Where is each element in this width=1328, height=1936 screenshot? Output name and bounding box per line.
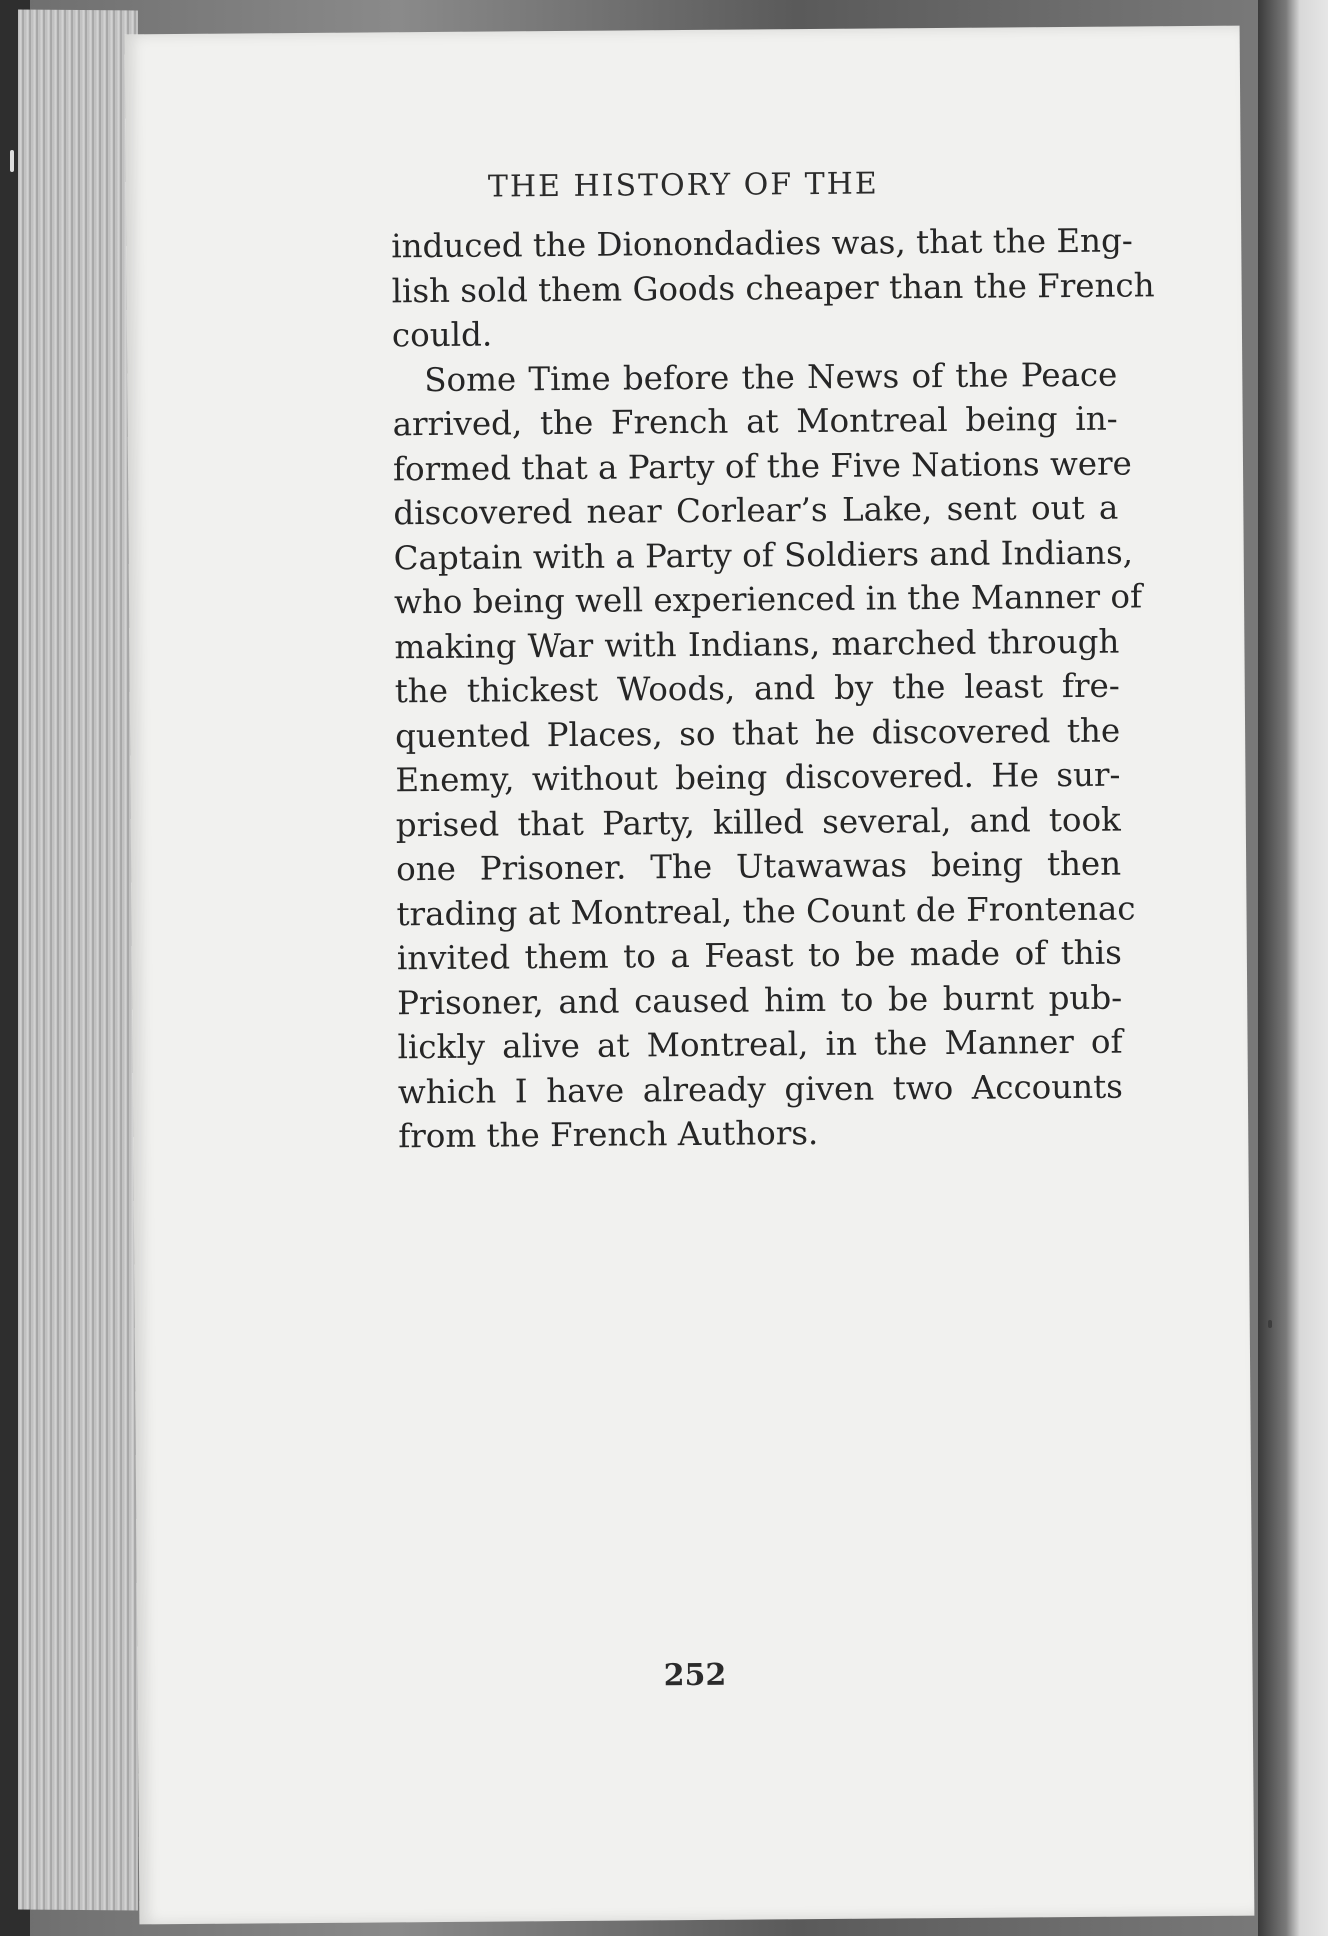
scan-speck bbox=[1268, 1320, 1272, 1328]
text-line: from the French Authors. bbox=[398, 1113, 819, 1156]
text-line: quented Places, so that he discovered the bbox=[394, 711, 1121, 755]
text-line: induced the Dionondadies was, that the Eng- bbox=[391, 221, 1133, 266]
page-body bbox=[391, 219, 1155, 1159]
facing-page-strip bbox=[1258, 0, 1328, 1936]
text-line: could. bbox=[391, 315, 493, 355]
text-line: the thickest Woods, and by the least fre- bbox=[394, 666, 1120, 711]
text-line: one Prisoner. The Utawawas being then bbox=[396, 844, 1122, 889]
text-line: trading at Montreal, the Count de Frontenac bbox=[396, 888, 1136, 933]
running-head: THE HISTORY OF THE bbox=[487, 166, 879, 205]
text-line: which I have already given two Accounts bbox=[397, 1067, 1124, 1111]
text-line: Some Time before the News of the Peace bbox=[424, 355, 1118, 399]
paragraph-1 bbox=[391, 219, 1155, 358]
text-line: Captain with a Party of Soldiers and Indians, bbox=[393, 533, 1134, 577]
text-line: Enemy, without being discovered. He sur- bbox=[395, 755, 1121, 800]
text-line: invited them to a Feast to be made of this bbox=[396, 933, 1122, 978]
text-line: who being well experienced in the Manner of bbox=[393, 577, 1143, 622]
book-page bbox=[125, 26, 1255, 1925]
paragraph-2 bbox=[392, 352, 1143, 1159]
text-line: making War with Indians, marched through bbox=[394, 622, 1120, 666]
text-line: formed that a Party of the Five Nations were bbox=[392, 444, 1132, 488]
page-number: 252 bbox=[663, 1657, 727, 1694]
book-page-edges bbox=[18, 9, 138, 1910]
text-line: discovered near Corlear’s Lake, sent out a bbox=[393, 488, 1119, 533]
text-line: Prisoner, and caused him to be burnt pub- bbox=[397, 978, 1123, 1022]
text-line: lickly alive at Montreal, in the Manner of bbox=[397, 1022, 1123, 1067]
text-line: lish sold them Goods cheaper than the French bbox=[391, 265, 1155, 310]
text-line: arrived, the French at Montreal being in- bbox=[392, 399, 1118, 444]
scan-speck bbox=[10, 150, 14, 172]
text-line: prised that Party, killed several, and took bbox=[395, 800, 1121, 844]
